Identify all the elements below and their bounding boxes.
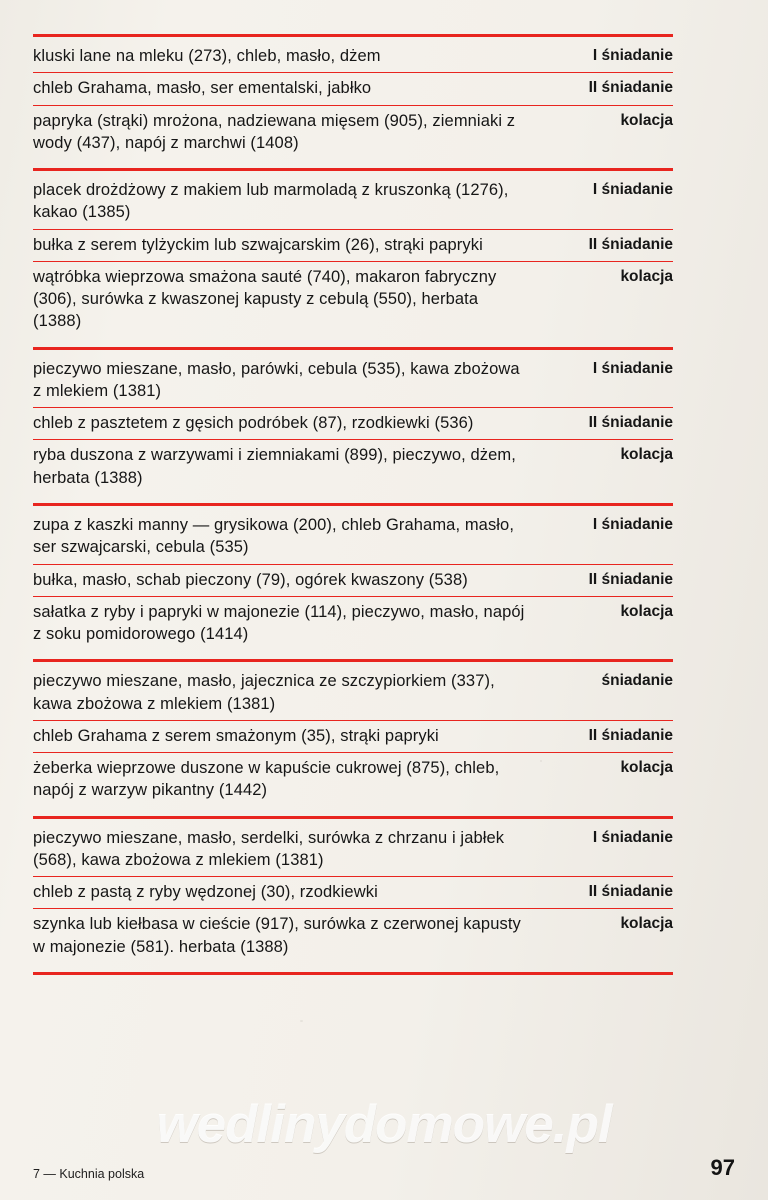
- menu-description: bułka, masło, schab pieczony (79), ogórek kwaszony (538): [33, 570, 468, 589]
- meal-label: II śniadanie: [588, 570, 673, 588]
- menu-description: sałatka z ryby i papryki w majonezie (114), pieczywo, masło, napój z soku pomidorowego (1414): [33, 602, 525, 644]
- meal-label: II śniadanie: [588, 235, 673, 253]
- meal-label: II śniadanie: [588, 79, 673, 97]
- paper-speck: [540, 760, 542, 762]
- menu-description: szynka lub kiełbasa w cieście (917), surówka z czerwonej kapusty w majonezie (581). herbata (1388): [33, 915, 521, 956]
- menu-description: żeberka wieprzowe duszone w kapuście cukrowej (875), chleb, napój z warzyw pikantny (1442): [33, 759, 500, 800]
- menu-row: [33, 73, 673, 105]
- footer-note: 7 — Kuchnia polska: [33, 1167, 145, 1181]
- menu-row: [33, 440, 673, 494]
- menu-description: kluski lane na mleku (273), chleb, masło, dżem: [33, 47, 381, 65]
- meal-label: kolacja: [620, 915, 673, 933]
- menu-description: chleb Grahama, masło, ser ementalski, jabłko: [33, 79, 372, 98]
- menu-row: [33, 565, 673, 597]
- menu-description: chleb Grahama z serem smażonym (35), strąki papryki: [33, 726, 439, 745]
- menu-row: [33, 666, 673, 721]
- meal-label: śniadanie: [601, 672, 673, 690]
- meal-label: kolacja: [620, 267, 673, 285]
- menu-row: [33, 823, 673, 878]
- menu-row: [33, 175, 673, 230]
- menu-row: [33, 262, 673, 338]
- page-number: 97: [710, 1155, 735, 1180]
- menu-row: [33, 721, 673, 753]
- menu-description: bułka z serem tylżyckim lub szwajcarskim (26), strąki papryki: [33, 235, 483, 254]
- menu-row: [33, 909, 673, 963]
- table-bottom-rule: [33, 972, 673, 975]
- menu-description: pieczywo mieszane, masło, jajecznica ze szczypiorkiem (337), kawa zbożowa z mlekiem (1381): [33, 672, 495, 713]
- menu-description: pieczywo mieszane, masło, parówki, cebula (535), kawa zbożowa z mlekiem (1381): [33, 359, 520, 400]
- meal-label: I śniadanie: [592, 359, 673, 377]
- meal-label: II śniadanie: [588, 414, 673, 432]
- menu-description: papryka (strąki) mrożona, nadziewana mięsem (905), ziemniaki z wody (437), napój z marchwi (1408): [33, 111, 516, 152]
- menu-row: [33, 408, 673, 440]
- menu-row: [33, 753, 673, 807]
- menu-description: chleb z pastą z ryby wędzonej (30), rzodkiewki: [33, 883, 378, 902]
- menu-row: [33, 597, 673, 651]
- page-footer: [33, 1155, 735, 1181]
- menu-day-group: [33, 34, 673, 159]
- menu-day-group: [33, 503, 673, 650]
- menu-day-group: [33, 816, 673, 963]
- menu-row: [33, 41, 673, 73]
- meal-label: kolacja: [620, 446, 673, 464]
- menu-description: pieczywo mieszane, masło, serdelki, surówka z chrzanu i jabłek (568), kawa zbożowa z mlekiem (1381): [33, 828, 505, 869]
- menu-day-group: [33, 168, 673, 338]
- meal-label: I śniadanie: [592, 181, 673, 199]
- menu-row: [33, 354, 673, 409]
- meal-label: kolacja: [620, 759, 673, 777]
- meal-label: I śniadanie: [592, 47, 673, 64]
- meal-label: II śniadanie: [588, 883, 673, 901]
- paper-speck: [120, 300, 123, 303]
- menu-row: [33, 106, 673, 160]
- watermark: wedlinydomowe.pl: [156, 1095, 612, 1154]
- menu-row: [33, 510, 673, 565]
- menu-description: zupa z kaszki manny — grysikowa (200), chleb Grahama, masło, ser szwajcarski, cebula (535): [33, 515, 515, 557]
- meal-label: I śniadanie: [592, 515, 673, 533]
- menu-description: chleb z pasztetem z gęsich podróbek (87), rzodkiewki (536): [33, 414, 474, 433]
- menu-day-group: [33, 347, 673, 494]
- menu-description: placek drożdżowy z makiem lub marmoladą z kruszonką (1276), kakao (1385): [33, 181, 509, 222]
- menu-table: [33, 34, 673, 975]
- paper-speck: [300, 1020, 303, 1022]
- menu-row: [33, 877, 673, 909]
- menu-description: ryba duszona z warzywami i ziemniakami (899), pieczywo, dżem, herbata (1388): [33, 446, 516, 487]
- meal-label: I śniadanie: [592, 828, 673, 846]
- menu-row: [33, 230, 673, 262]
- menu-description: wątróbka wieprzowa smażona sauté (740), makaron fabryczny (306), surówka z kwaszonej kapusty z cebulą (550), herbata (1388): [33, 267, 497, 331]
- meal-label: kolacja: [620, 111, 673, 129]
- meal-label: kolacja: [620, 602, 673, 620]
- meal-label: II śniadanie: [588, 726, 673, 744]
- menu-day-group: [33, 659, 673, 806]
